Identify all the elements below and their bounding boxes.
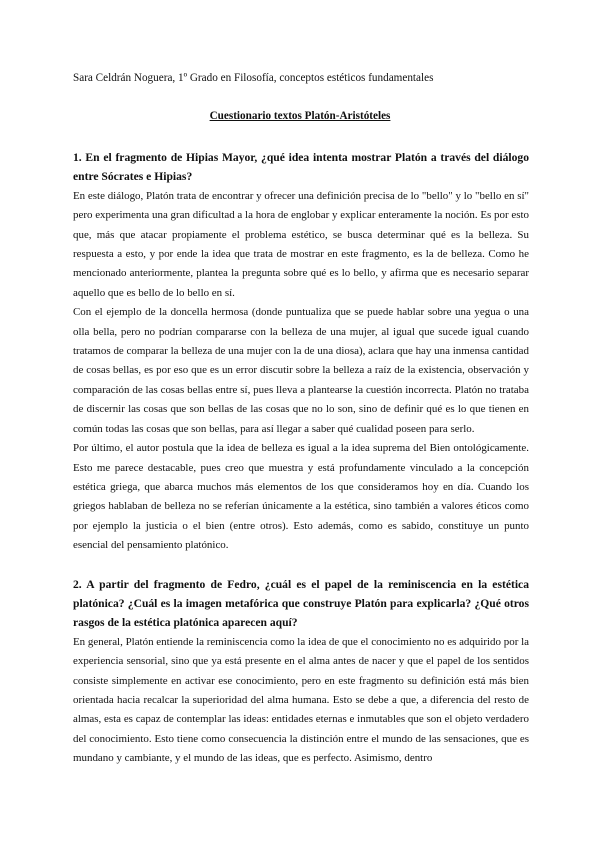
question-2: 2. A partir del fragmento de Fedro, ¿cuál es el papel de la reminiscencia en la estética platónica? ¿Cuál es la imagen metafórica que construye Platón para explicarla? ¿Qué otros rasgos de la estética platónica aparecen aquí? [73,577,529,630]
document-title: Cuestionario textos Platón-Aristóteles [209,110,391,122]
answer-2-paragraph-1: En general, Platón entiende la reminiscencia como la idea de que el conocimiento no es adquirido por la experiencia sensorial, sino que ya está presente en el alma antes de nacer y que el papel de los sentidos consiste simplemente en activar ese conocimiento, pero en este fragmento su definición está más bien orientada hacia recalcar la superioridad del alma humana. Esto se debe a que, a diferencia del resto de almas, esta es capaz de contemplar las ideas: entidades eternas e inmutables que son el objeto verdadero del conocimiento. Esto tiene como consecuencia la distinción entre el mundo de las sensaciones, que es mundano y cambiante, y el mundo de las ideas, que es perfecto. Asimismo, dentro [73,635,529,765]
answer-1-paragraph-2: Con el ejemplo de la doncella hermosa (donde puntualiza que se puede hablar sobre una yegua o una olla bella, pero no podrían compararse con la belleza de una mujer, al igual que sucede igual cuando tratamos de comparar la belleza de una mujer con la de una diosa), aclara que hay una inmensa cantidad de cosas bellas, es por eso que es un error discutir sobre la belleza a raíz de la existencia, observación y comparación de las cosas bellas entre sí, pues lleva a plantearse la cuestión incorrecta. Platón no trataba de discernir las cosas que son bellas de las cosas que no lo son, sino de definir qué es lo que tienen en común todas las cosas que son bellas, para así llegar a saber qué cualidad poseen para serlo. [73,306,529,435]
answer-1-paragraph-3: Por último, el autor postula que la idea de belleza es igual a la idea suprema del Bien ontológicamente. Esto me parece destacable, pues creo que muestra y está profundamente vinculado a la concepción estética griega, que abarca muchos más elementos de los que consideramos hoy en día. Cuando los griegos hablaban de belleza no se referían únicamente a la estética, sino también a valores éticos como por ejemplo la justicia o el bien (entre otros). Esto además, como es sabido, constituye un punto esencial del pensamiento platónico. [73,442,529,552]
document-body [73,148,529,769]
document-header: Sara Celdrán Noguera, 1º Grado en Filosofía, conceptos estéticos fundamentales [73,72,434,84]
question-1: 1. En el fragmento de Hipias Mayor, ¿qué idea intenta mostrar Platón a través del diálogo entre Sócrates e Hipias? [73,151,529,184]
answer-1-paragraph-1: En este diálogo, Platón trata de encontrar y ofrecer una definición precisa de lo "bello" y lo "bello en sí" pero experimenta una gran dificultad a la hora de englobar y explicar enteramente la noción. Es por esto que, más que atacar propiamente el problema estético, se busca determinar qué es la belleza. Su respuesta a esto, y por ende la idea que trata de mostrar en este fragmento, es la de belleza. Como he mencionado anteriormente, plantea la pregunta sobre qué es lo bello, y afirma que es necesario separar aquello que es bello de lo bello en sí. [73,189,529,299]
section-spacer [73,556,529,575]
